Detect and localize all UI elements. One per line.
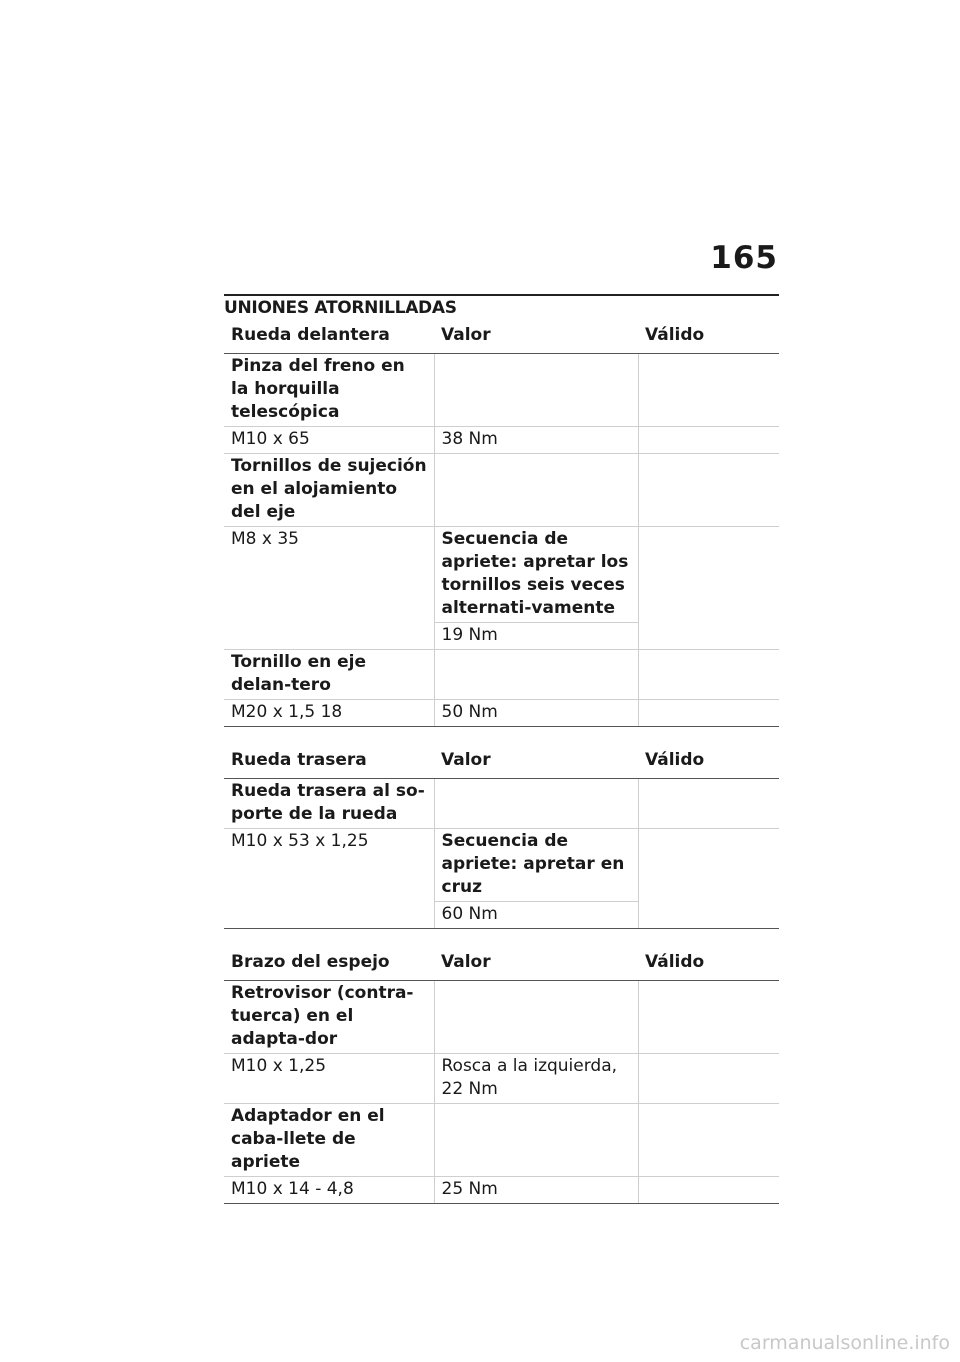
value-cell: [434, 779, 638, 829]
spec-cell: M10 x 65: [224, 427, 434, 454]
value-cell: 60 Nm: [434, 902, 638, 929]
item-label: Rueda trasera al so-porte de la rueda: [224, 779, 434, 829]
value-cell: [434, 454, 638, 527]
table-row: [224, 779, 779, 829]
column-header: Válido: [638, 322, 779, 354]
front-wheel-table: [224, 322, 779, 727]
spec-cell: M10 x 1,25: [224, 1054, 434, 1104]
table-row: [224, 1104, 779, 1177]
value-cell: [434, 354, 638, 427]
column-header: Rueda trasera: [224, 747, 434, 779]
rear-wheel-table: [224, 747, 779, 929]
table-header: [224, 322, 779, 354]
item-label: Pinza del freno en la horquilla telescópica: [224, 354, 434, 427]
page-number: 165: [710, 240, 778, 276]
column-header: Valor: [434, 747, 638, 779]
value-cell: 25 Nm: [434, 1177, 638, 1204]
value-cell: [434, 1104, 638, 1177]
valid-cell: [638, 454, 779, 527]
table-header: [224, 949, 779, 981]
valid-cell: [638, 981, 779, 1054]
value-cell: [434, 650, 638, 700]
table-row: [224, 650, 779, 700]
section-title: UNIONES ATORNILLADAS: [224, 298, 457, 318]
item-label: Tornillo en eje delan-tero: [224, 650, 434, 700]
table-row: [224, 354, 779, 427]
item-label: Tornillos de sujeción en el alojamiento del eje: [224, 454, 434, 527]
table-row: [224, 454, 779, 527]
item-label: Retrovisor (contra-tuerca) en el adapta-dor: [224, 981, 434, 1054]
valid-cell: [638, 1177, 779, 1204]
column-header: Brazo del espejo: [224, 949, 434, 981]
item-label: Adaptador en el caba-llete de apriete: [224, 1104, 434, 1177]
valid-cell: [638, 1054, 779, 1104]
valid-cell: [638, 779, 779, 829]
valid-cell: [638, 650, 779, 700]
column-header: Rueda delantera: [224, 322, 434, 354]
valid-cell: [638, 427, 779, 454]
page-rule: [224, 294, 779, 296]
value-cell: 38 Nm: [434, 427, 638, 454]
value-cell: [434, 981, 638, 1054]
column-header: Válido: [638, 949, 779, 981]
table-row: [224, 427, 779, 454]
column-header: Valor: [434, 322, 638, 354]
valid-cell: [638, 527, 779, 650]
column-header: Válido: [638, 747, 779, 779]
table-row: [224, 700, 779, 727]
valid-cell: [638, 700, 779, 727]
value-cell: 50 Nm: [434, 700, 638, 727]
note-cell: Secuencia de apriete: apretar los tornillos seis veces alternati-vamente: [434, 527, 638, 623]
spec-cell: M8 x 35: [224, 527, 434, 650]
spec-cell: M20 x 1,5 18: [224, 700, 434, 727]
value-cell: Rosca a la izquierda, 22 Nm: [434, 1054, 638, 1104]
table-row: [224, 527, 779, 623]
valid-cell: [638, 1104, 779, 1177]
table-row: [224, 1177, 779, 1204]
valid-cell: [638, 354, 779, 427]
table-row: [224, 829, 779, 902]
column-header: Valor: [434, 949, 638, 981]
value-cell: 19 Nm: [434, 623, 638, 650]
valid-cell: [638, 829, 779, 929]
mirror-arm-table: [224, 949, 779, 1204]
torque-tables: [224, 322, 779, 1204]
spec-cell: M10 x 14 - 4,8: [224, 1177, 434, 1204]
spec-cell: M10 x 53 x 1,25: [224, 829, 434, 929]
table-row: [224, 1054, 779, 1104]
watermark-text: carmanualsonline.info: [739, 1332, 950, 1354]
note-cell: Secuencia de apriete: apretar en cruz: [434, 829, 638, 902]
table-row: [224, 981, 779, 1054]
table-header: [224, 747, 779, 779]
